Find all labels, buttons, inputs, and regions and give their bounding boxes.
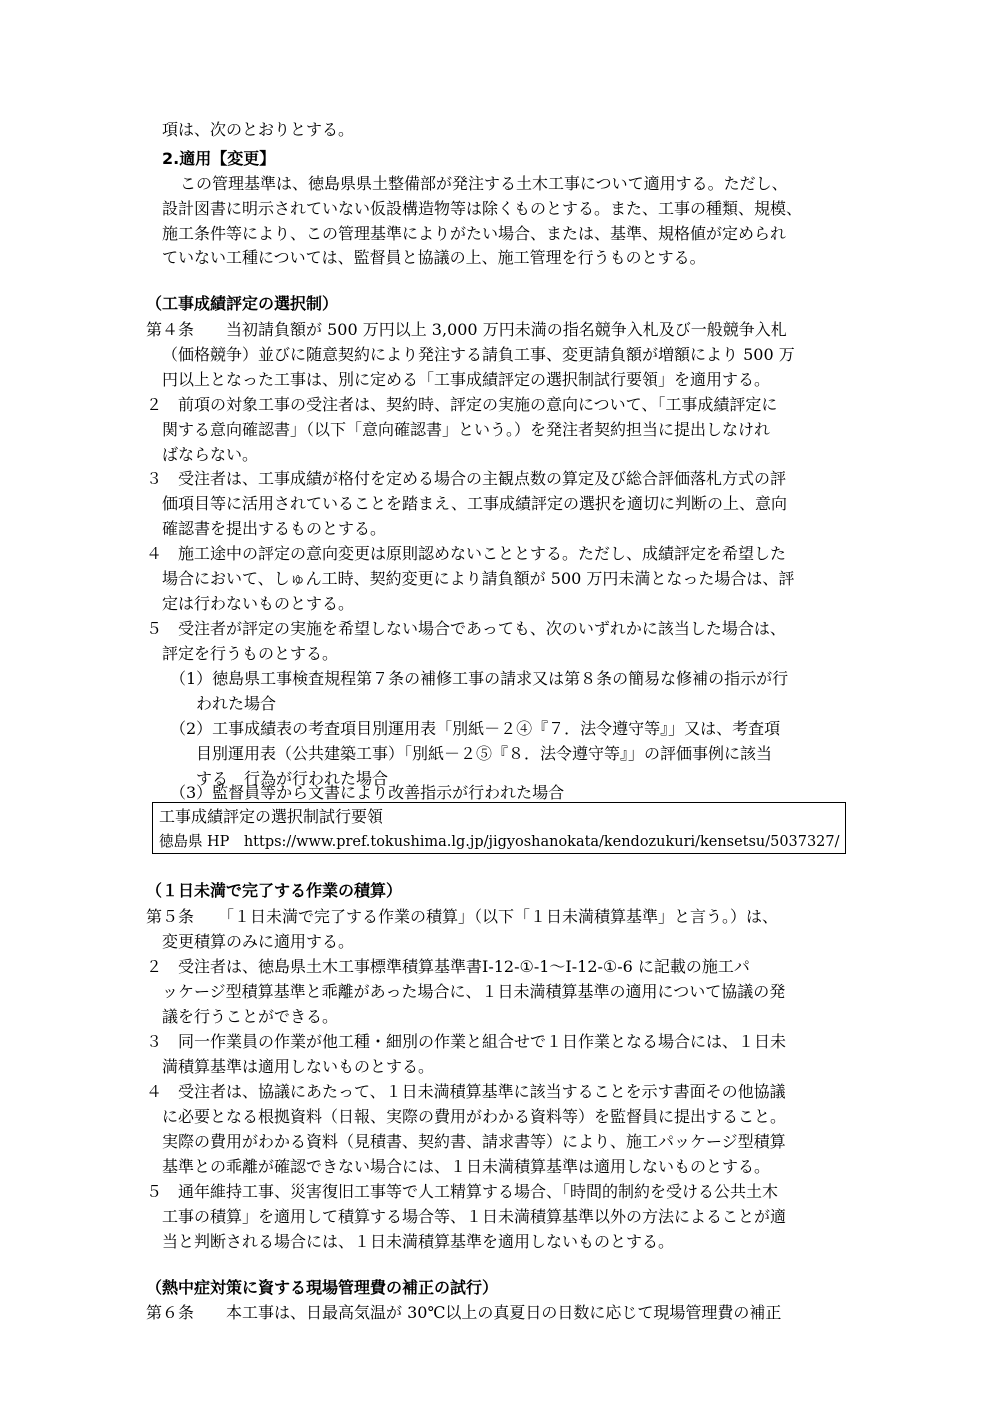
text-line: 満積算基準は適用しないものとする。 (162, 1057, 435, 1076)
article-5-heading: （１日未満で完了する作業の積算） (146, 881, 403, 900)
reference-box (152, 802, 846, 854)
article-6-heading: （熱中症対策に資する現場管理費の補正の試行） (146, 1278, 499, 1297)
list-item: （3）監督員等から文書により改善指示が行われた場合 (170, 783, 565, 802)
text-line: 場合において、しゅん工時、契約変更により請負額が 500 万円未満となった場合は、評 (162, 569, 795, 588)
reference-title: 工事成績評定の選択制試行要領 (159, 807, 384, 826)
list-item-cont: する 行為が行われた場合 (196, 769, 389, 788)
intro-line: 項は、次のとおりとする。 (162, 120, 355, 139)
text-line: ４ 施工途中の評定の意向変更は原則認めないこととする。ただし、成績評定を希望した (146, 544, 787, 563)
text-line: この管理基準は、徳島県県土整備部が発注する土木工事について適用する。ただし、 (180, 174, 788, 193)
text-line: 第６条 本工事は、日最高気温が 30℃以上の真夏日の日数に応じて現場管理費の補正 (146, 1303, 782, 1322)
text-line: ていない工種については、監督員と協議の上、施工管理を行うものとする。 (162, 248, 706, 267)
text-line: 評定を行うものとする。 (162, 644, 339, 663)
article-4-heading: （工事成績評定の選択制） (146, 294, 339, 313)
text-line: 工事の積算」を適用して積算する場合等、１日未満積算基準以外の方法によることが適 (162, 1207, 787, 1226)
text-line: 設計図書に明示されていない仮設構造物等は除くものとする。また、工事の種類、規模、 (162, 199, 803, 218)
text-line: ２ 前項の対象工事の受注者は、契約時、評定の実施の意向について、「工事成績評定に (146, 395, 778, 414)
section-heading-application: 2.適用【変更】 (162, 149, 276, 168)
text-line: 施工条件等により、この管理基準によりがたい場合、または、基準、規格値が定められ (162, 224, 787, 243)
text-line: 実際の費用がわかる資料（見積書、契約書、請求書等）により、施工パッケージ型積算 (162, 1132, 786, 1151)
text-line: に必要となる根拠資料（日報、実際の費用がわかる資料等）を監督員に提出すること。 (162, 1107, 787, 1126)
text-line: ４ 受注者は、協議にあたって、１日未満積算基準に該当することを示す書面その他協議 (146, 1082, 786, 1101)
text-line: ３ 同一作業員の作業が他工種・細別の作業と組合せで１日作業となる場合には、１日未 (146, 1032, 787, 1051)
text-line: ５ 通年維持工事、災害復旧工事等で人工精算する場合、「時間的制約を受ける公共土木 (146, 1182, 779, 1201)
list-item-cont: 目別運用表（公共建築工事）「別紙－２⑤『８．法令遵守等』」の評価事例に該当 (196, 744, 773, 763)
reference-url: 徳島県 HP https://www.pref.tokushima.lg.jp/jigyoshanokata/kendozukuri/kensetsu/5037327/ (159, 832, 840, 850)
text-line: 当と判断される場合には、１日未満積算基準を適用しないものとする。 (162, 1232, 675, 1251)
text-line: ばならない。 (162, 445, 259, 464)
text-line: 関する意向確認書」（以下「意向確認書」という。）を発注者契約担当に提出しなけれ (162, 420, 771, 439)
text-line: 確認書を提出するものとする。 (162, 519, 387, 538)
text-line: ５ 受注者が評定の実施を希望しない場合であっても、次のいずれかに該当した場合は、 (146, 619, 786, 638)
text-line: ３ 受注者は、工事成績が格付を定める場合の主観点数の算定及び総合評価落札方式の評 (146, 469, 787, 488)
text-line: 円以上となった工事は、別に定める「工事成績評定の選択制試行要領」を適用する。 (162, 370, 771, 389)
text-line: ッケージ型積算基準と乖離があった場合に、１日未満積算基準の適用について協議の発 (162, 982, 786, 1001)
text-line: 議を行うことができる。 (162, 1007, 339, 1026)
list-item: （1）徳島県工事検査規程第７条の補修工事の請求又は第８条の簡易な修補の指示が行 (170, 669, 789, 688)
list-item-cont: われた場合 (196, 694, 277, 713)
text-line: 変更積算のみに適用する。 (162, 932, 355, 951)
text-line: ２ 受注者は、徳島県土木工事標準積算基準書Ⅰ-12-①-1～Ⅰ-12-①-6 に記載の施工パ (146, 957, 750, 976)
text-line: （価格競争）並びに随意契約により発注する請負工事、変更請負額が増額により 500 万 (162, 345, 795, 364)
text-line: 基準との乖離が確認できない場合には、１日未満積算基準は適用しないものとする。 (162, 1157, 771, 1176)
text-line: 第４条 当初請負額が 500 万円以上 3,000 万円未満の指名競争入札及び一般競争入札 (146, 320, 787, 339)
list-item: （2）工事成績表の考査項目別運用表「別紙－２④『７．法令遵守等』」又は、考査項 (170, 719, 781, 738)
text-line: 価項目等に活用されていることを踏まえ、工事成績評定の選択を適切に判断の上、意向 (162, 494, 787, 513)
text-line: 第５条 「１日未満で完了する作業の積算」（以下「１日未満積算基準」と言う。）は、 (146, 907, 779, 926)
text-line: 定は行わないものとする。 (162, 594, 355, 613)
